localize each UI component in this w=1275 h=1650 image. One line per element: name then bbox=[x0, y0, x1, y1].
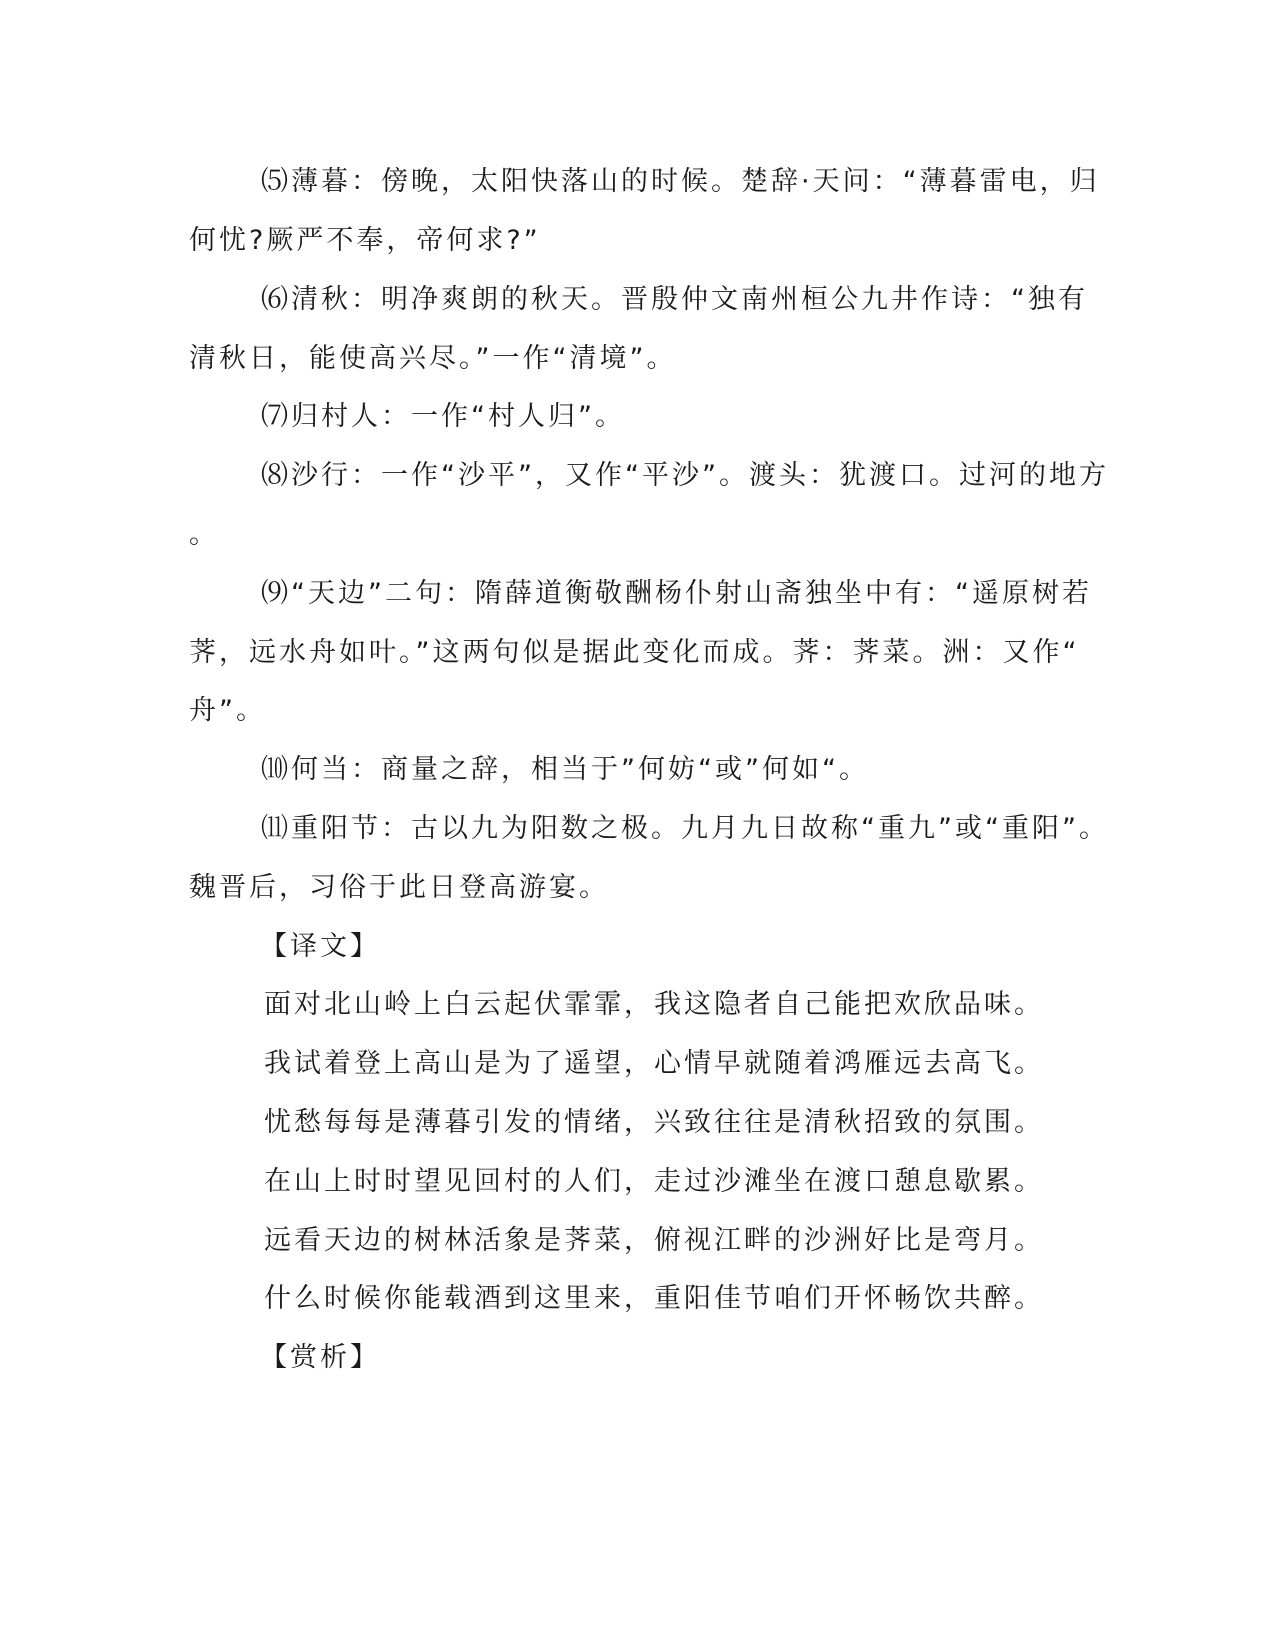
translation-line-2: 我试着登上高山是为了遥望，心情早就随着鸿雁远去高飞。 bbox=[264, 1048, 1044, 1079]
note-10-line-1: ⑽何当：商量之辞，相当于”何妨“或”何如“。 bbox=[261, 754, 869, 785]
translation-line-4: 在山上时时望见回村的人们，走过沙滩坐在渡口憩息歇累。 bbox=[264, 1166, 1044, 1197]
note-5-line-2: 何忧?厥严不奉，帝何求?” bbox=[189, 225, 541, 256]
note-6-line-1: ⑹清秋：明净爽朗的秋天。晋殷仲文南州桓公九井作诗：“独有 bbox=[261, 284, 1088, 315]
note-9-line-1: ⑼“天边”二句：隋薛道衡敬酬杨仆射山斋独坐中有：“遥原树若 bbox=[261, 578, 1092, 609]
translation-heading: 【译文】 bbox=[260, 931, 380, 962]
appreciation-heading: 【赏析】 bbox=[260, 1342, 380, 1373]
note-11-line-1: ⑾重阳节：古以九为阳数之极。九月九日故称“重九”或“重阳”。 bbox=[261, 813, 1109, 844]
note-6-line-2: 清秋日，能使高兴尽。”一作“清境”。 bbox=[189, 343, 677, 374]
translation-line-5: 远看天边的树林活象是荠菜，俯视江畔的沙洲好比是弯月。 bbox=[264, 1225, 1044, 1256]
note-5-line-1: ⑸薄暮：傍晚，太阳快落山的时候。楚辞·天问：“薄暮雷电，归 bbox=[261, 166, 1100, 197]
note-9-line-3: 舟”。 bbox=[189, 695, 266, 726]
note-8-line-2: 。 bbox=[189, 519, 219, 550]
translation-line-1: 面对北山岭上白云起伏霏霏，我这隐者自己能把欢欣品味。 bbox=[264, 989, 1044, 1020]
note-9-line-2: 荠，远水舟如叶。”这两句似是据此变化而成。荠：荠菜。洲：又作“ bbox=[189, 637, 1080, 668]
note-8-line-1: ⑻沙行：一作“沙平”，又作“平沙”。渡头：犹渡口。过河的地方 bbox=[261, 460, 1109, 491]
translation-line-6: 什么时候你能载酒到这里来，重阳佳节咱们开怀畅饮共醉。 bbox=[264, 1283, 1044, 1314]
note-11-line-2: 魏晋后，习俗于此日登高游宴。 bbox=[189, 872, 609, 903]
note-7-line-1: ⑺归村人：一作“村人归”。 bbox=[261, 401, 625, 432]
translation-line-3: 忧愁每每是薄暮引发的情绪，兴致往往是清秋招致的氛围。 bbox=[264, 1107, 1044, 1138]
